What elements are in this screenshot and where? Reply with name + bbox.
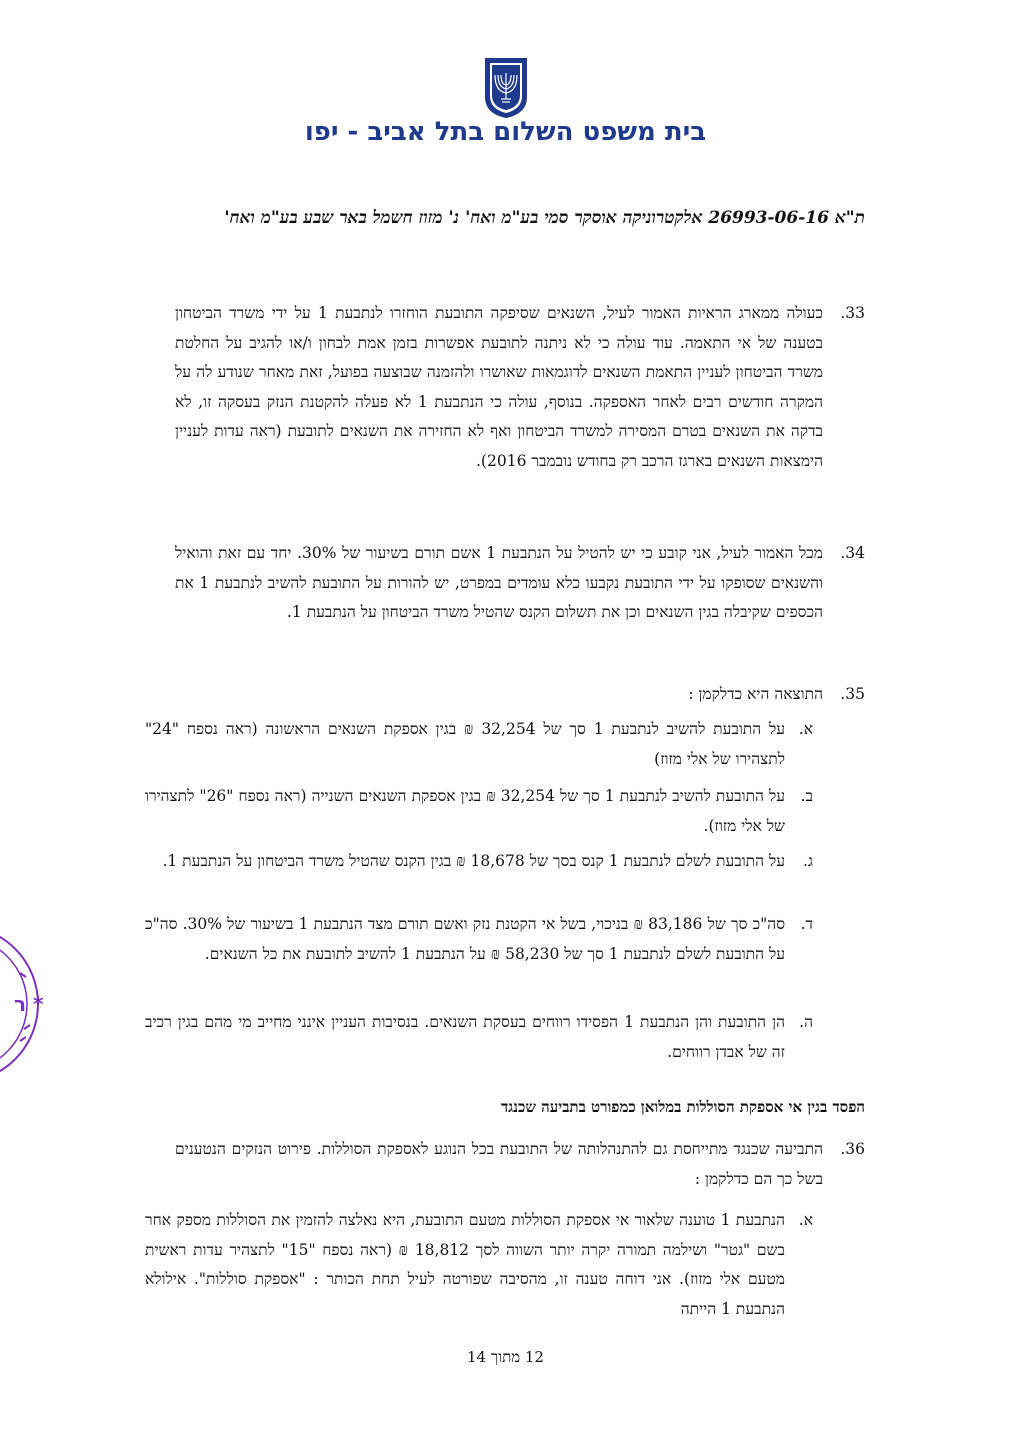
item-text: הן התובעת והן הנתבעת 1 הפסידו רווחים בעסקת השנאים. בנסיבות העניין אינני מחייב מי מהם בגין רכיב זה של אבדן רווחים. — [145, 1013, 786, 1061]
paragraph-number: 34. — [840, 544, 865, 562]
item-text: על התובעת לשלם לנתבעת 1 קנס בסך של 18,678 ₪ בגין הקנס שהטיל משרד הביטחון על הנתבעת 1. — [162, 852, 785, 870]
paragraph-text: כעולה ממארג הראיות האמור לעיל, השנאים שסיפקה התובעת הוחזרו לנתבעת 1 על ידי משרד הביטחון בטענה של אי התאמה. עוד עולה כי לא ניתנה לתובעת אפשרות בזמן אמת לבחון ו/או להגיב על החלטת משרד הביטחון לעניין התאמת השנאים לדוגמאות שאושרו ולהזמנה שבוצעה בפועל, זאת מאחר שנודע לה על המקרה חודשים רבים לאחר האספקה. בנוסף, עולה כי הנתבעת 1 לא פעלה להקטנת הנזק בעסקה זו, לא בדקה את השנאים בטרם המסירה למשרד הביטחון ואף לא החזירה את השנאים לתובעת (ראה עדות לעניין הימצאות השנאים בארגז הרכב רק בחודש נובמבר 2016). — [175, 304, 823, 470]
paragraph-number: 36. — [840, 1140, 865, 1158]
item-text: על התובעת להשיב לנתבעת 1 סך של 32,254 ₪ בגין אספקת השנאים השנייה (ראה נספח "26" לתצהירו של אלי מזוז). — [145, 787, 786, 835]
item-letter: ה. — [799, 1013, 813, 1031]
paragraph-33 — [175, 299, 865, 477]
item-letter: ד. — [800, 915, 813, 933]
page-number: 12 מתוך 14 — [467, 1348, 544, 1366]
result-item-a — [145, 715, 865, 774]
stamp-text: ר * — [14, 992, 44, 1016]
paragraph-text: מכל האמור לעיל, אני קובע כי יש להטיל על הנתבעת 1 אשם תורם בשיעור של 30%. יחד עם זאת והואיל והשנאים שסופקו על ידי התובעת נקבעו כלא עומדים במפרט, יש להורות על התובעת להשיב לנתבעת 1 את הכספים שקיבלה בגין השנאים וכן את תשלום הקנס שהטיל משרד הביטחון על הנתבעת 1. — [175, 544, 823, 622]
result-item-b — [145, 782, 865, 841]
paragraph-text: התביעה שכנגד מתייחסת גם להתנהלותה של התובעת בכל הנוגע לאספקת הסוללות. פירוט הנזקים הנטענים בשל כך הם כדלקמן : — [175, 1140, 823, 1188]
paragraph-35 — [175, 680, 865, 710]
result-item-c — [145, 847, 865, 877]
item-letter: א. — [798, 720, 813, 738]
paragraph-number: 33. — [840, 304, 865, 322]
item-letter: ג. — [802, 852, 813, 870]
item-letter: א. — [798, 1211, 813, 1229]
result-item-d — [145, 910, 865, 969]
item-text: הנתבעת 1 טוענה שלאור אי אספקת הסוללות מטעם התובעת, היא נאלצה להזמין את הסוללות מספק אחר בשם "גטר" ושילמה תמורה יקרה יותר השווה לסך 18,812 ₪ (ראה נספח "15" לתצהיר עדות ראשית מטעם אלי מזוז). אני דוחה טענה זו, מהסיבה שפורטה לעיל תחת הכותר : "אספקת סוללות". אילולא הנתבעת 1 הייתה — [145, 1211, 786, 1318]
paragraph-34 — [175, 539, 865, 628]
paragraph-number: 35. — [840, 685, 865, 703]
claim-item-a — [145, 1206, 865, 1324]
item-text: על התובעת להשיב לנתבעת 1 סך של 32,254 ₪ בגין אספקת השנאים הראשונה (ראה נספח "24" לתצהירו של אלי מזוז) — [145, 720, 786, 768]
paragraph-36 — [175, 1135, 865, 1194]
case-title: ת"א 26993-06-16 אלקטרוניקה אוסקר סמי בע"מ ואח' נ' מזוז חשמל באר שבע בע"מ ואח' — [224, 208, 865, 228]
section-heading: הפסד בגין אי אספקת הסוללות במלואן כמפורט בתביעה שכנגד — [500, 1098, 865, 1116]
state-emblem-icon — [484, 57, 528, 119]
court-stamp-icon — [0, 925, 44, 1083]
item-text: סה"כ סך של 83,186 ₪ בניכוי, בשל אי הקטנת נזק ואשם תורם מצד הנתבעת 1 בשיעור של 30%. סה"כ על התובעת לשלם לנתבעת 1 סך של 58,230 ₪ על הנתבעת 1 להשיב לתובעת את כל השנאים. — [145, 915, 786, 963]
court-name: בית משפט השלום בתל אביב - יפו — [304, 117, 707, 147]
paragraph-text: התוצאה היא כדלקמן : — [688, 685, 823, 703]
result-item-e — [145, 1008, 865, 1067]
item-letter: ב. — [800, 787, 813, 805]
